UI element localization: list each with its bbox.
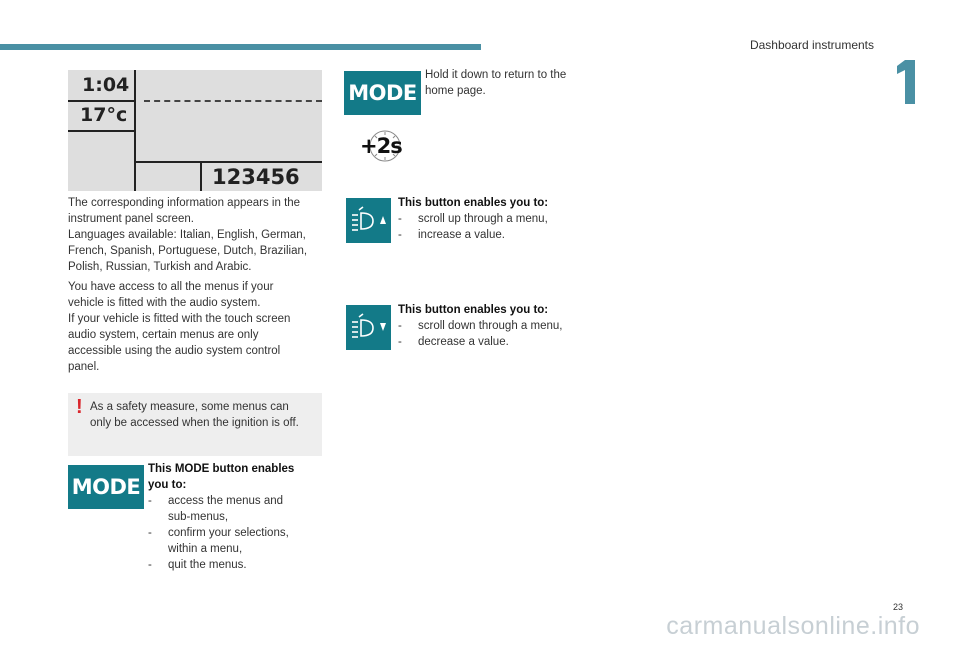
page-number: 23: [892, 602, 903, 612]
list-item: [148, 493, 318, 525]
list-dash: -: [398, 336, 402, 348]
screen-divider-left-mid: [68, 130, 134, 132]
list-text-line: confirm your selections,: [168, 527, 289, 539]
list-item: [398, 227, 578, 243]
screen-divider-bottom: [136, 161, 322, 163]
watermark-text: carmanualsonline.info: [666, 612, 920, 640]
screen-divider-vertical: [134, 70, 136, 191]
menus-paragraph: [68, 279, 328, 375]
list-dash: -: [148, 559, 152, 571]
list-dash: -: [398, 229, 402, 241]
menus-line: accessible using the audio system control: [68, 345, 281, 357]
screen-divider-dashed: [144, 100, 322, 102]
list-text-line: sub-menus,: [168, 511, 229, 523]
list-text: scroll down through a menu,: [418, 320, 563, 332]
mode-heading: you to:: [148, 479, 187, 491]
list-text: scroll up through a menu,: [418, 213, 548, 225]
list-item: [398, 318, 578, 334]
hold-description: [425, 67, 595, 99]
warning-line: As a safety measure, some menus can: [90, 401, 289, 413]
brightness-down-button-icon: [346, 305, 391, 350]
header-accent-bar: [0, 44, 481, 50]
intro-line: instrument panel screen.: [68, 213, 194, 225]
menus-line: audio system, certain menus are only: [68, 329, 259, 341]
list-item: [398, 211, 578, 227]
menus-line: panel.: [68, 361, 100, 373]
mode-hold-button-icon: MODE: [344, 71, 421, 115]
list-text: [168, 525, 289, 557]
list-dash: -: [148, 527, 152, 539]
instrument-screen: [68, 70, 322, 191]
safety-warning-box: [68, 393, 322, 456]
list-text: quit the menus.: [168, 559, 247, 571]
list-text-line: access the menus and: [168, 495, 284, 507]
menus-line: vehicle is fitted with the audio system.: [68, 297, 261, 309]
intro-line: French, Spanish, Portuguese, Dutch, Brazilian,: [68, 245, 308, 257]
up-heading: This button enables you to:: [398, 197, 549, 209]
list-text: decrease a value.: [418, 336, 509, 348]
screen-time: 1:04: [82, 74, 130, 96]
list-text: increase a value.: [418, 229, 505, 241]
list-item: [398, 334, 578, 350]
screen-odometer: 123456: [212, 165, 300, 189]
dashboard-light-up-icon: [346, 198, 391, 243]
list-text: [168, 493, 283, 525]
list-item: [148, 557, 318, 573]
list-text-line: within a menu,: [168, 543, 243, 555]
mode-description: [148, 461, 318, 573]
screen-divider-left-top: [68, 100, 134, 102]
warning-icon: !: [76, 396, 83, 418]
list-dash: -: [398, 213, 402, 225]
mode-button-icon: MODE: [68, 465, 144, 509]
section-title: Dashboard instruments: [749, 38, 874, 52]
up-description: [398, 195, 578, 243]
mode-heading: This MODE button enables: [148, 463, 295, 475]
intro-line: Polish, Russian, Turkish and Arabic.: [68, 261, 252, 273]
down-heading: This button enables you to:: [398, 304, 549, 316]
intro-paragraph: [68, 195, 328, 275]
down-description: [398, 302, 578, 350]
chapter-number-badge: [893, 60, 919, 104]
screen-divider-odo: [200, 161, 202, 191]
dashboard-light-down-icon: [346, 305, 391, 350]
intro-line: The corresponding information appears in the: [68, 197, 301, 209]
hold-line: home page.: [425, 85, 486, 97]
menus-line: You have access to all the menus if your: [68, 281, 274, 293]
list-dash: -: [148, 495, 152, 507]
warning-line: only be accessed when the ignition is off.: [90, 417, 299, 429]
hold-line: Hold it down to return to the: [425, 69, 567, 81]
list-item: [148, 525, 318, 557]
warning-text: [90, 399, 320, 431]
menus-line: If your vehicle is fitted with the touch screen: [68, 313, 291, 325]
screen-temperature: 17°c: [80, 104, 128, 126]
brightness-up-button-icon: [346, 198, 391, 243]
timer-label: +2s: [360, 134, 402, 158]
list-dash: -: [398, 320, 402, 332]
timer-2s-icon: [358, 128, 404, 164]
intro-line: Languages available: Italian, English, German,: [68, 229, 306, 241]
